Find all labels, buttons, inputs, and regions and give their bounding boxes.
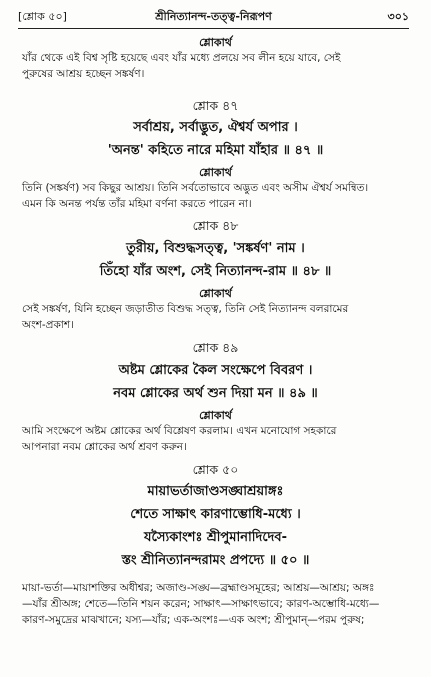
text-line: মায়া-ভর্তা—মায়াশক্তির অধীশ্বর; অজাণ্ড-সঙ্ঘ—ব্রহ্মাণ্ডসমূহের; আশ্রয়—আশ্রয়; অঙ্গঃ xyxy=(22,582,375,594)
verse-line: শেতে সাক্ষাৎ কারণাম্ভোধি-মধ্যে । xyxy=(130,507,301,522)
verse-line: স্তং শ্রীনিত্যানন্দরামং প্রপদ্যে ॥ ৫০ ॥ xyxy=(121,553,310,568)
text-line: সেই সঙ্কর্ষণ, যিনি হচ্ছেন জড়াতীত বিশুদ্ধ সত্ত্ব, তিনি সেই নিত্যানন্দ বলরামের xyxy=(22,303,349,315)
translation-text xyxy=(22,50,409,82)
translation-text xyxy=(22,180,409,212)
verse-line: অষ্টম শ্লোকের কৈল সংক্ষেপে বিবরণ । xyxy=(118,363,313,378)
verse-line: যস্যৈকাংশঃ শ্রীপুমানাদিদেব- xyxy=(143,530,287,545)
text-line: এমন কি অনন্ত পর্যন্ত তাঁর মহিমা বর্ণনা করতে পারেন না। xyxy=(22,198,252,210)
text-line: আমি সংক্ষেপে অষ্টম শ্লোকের অর্থ বিশ্লেষণ করলাম। এখন মনোযোগ সহকারে xyxy=(22,425,337,437)
verse-number-label: শ্লোক ৫০ xyxy=(192,462,239,477)
text-line: আপনারা নবম শ্লোকের অর্থ শ্রবণ করুন। xyxy=(22,441,187,453)
text-line: যাঁর থেকে এই বিশ্ব সৃষ্টি হয়েছে এবং যাঁর মধ্যে প্রলয়ে সব লীন হয়ে যাবে, সেই xyxy=(22,52,341,64)
verse-line: 'অনন্ত' কহিতে নারে মহিমা যাঁহার ॥ ৪৭ ॥ xyxy=(107,143,324,158)
text-line: পুরুষের আশ্রয় হচ্ছেন সঙ্কর্ষণ। xyxy=(22,68,145,80)
running-header xyxy=(18,6,409,26)
verse-line: নবম শ্লোকের অর্থ শুন দিয়া মন ॥ ৪৯ ॥ xyxy=(113,386,318,401)
text-line: অংশ-প্রকাশ। xyxy=(22,319,74,331)
page-number: ৩০১ xyxy=(387,10,409,23)
verse-line: তুরীয়, বিশুদ্ধসত্ত্ব, 'সঙ্কর্ষণ' নাম । xyxy=(126,241,305,256)
header-divider xyxy=(18,28,409,29)
translation-text xyxy=(22,423,409,455)
translation-heading: শ্লোকার্থ xyxy=(199,409,232,422)
verse-number-label: শ্লোক ৪৮ xyxy=(192,218,239,233)
text-line: তিনি (সঙ্কর্ষণ) সব কিছুর আশ্রয়। তিনি সর্বতোভাবে অদ্ভুত এবং অসীম ঐশ্বর্য সমন্বিত। xyxy=(22,182,369,194)
verse-number-label: শ্লোক ৪৭ xyxy=(192,98,239,113)
translation-heading: শ্লোকার্থ xyxy=(199,36,232,49)
header-verse-range: [শ্লোক ৫০] xyxy=(18,10,67,23)
translation-heading: শ্লোকার্থ xyxy=(199,166,232,179)
text-line: —যাঁর শ্রীঅঙ্গ; শেতে—তিনি শয়ন করেন; সাক্ষাৎ—সাক্ষাৎভাবে; কারণ-অম্ভোধি-মধ্যে— xyxy=(22,598,380,610)
verse-number-label: শ্লোক ৪৯ xyxy=(192,340,239,355)
translation-text xyxy=(22,301,409,333)
verse-line: মায়াভর্তাজাণ্ডসঙ্ঘাশ্রয়াঙ্গঃ xyxy=(147,484,284,499)
translation-heading: শ্লোকার্থ xyxy=(199,287,232,300)
synonyms-text xyxy=(22,580,409,628)
verse-line: সর্বাশ্রয়, সর্বাদ্ভুত, ঐশ্বর্য অপার । xyxy=(133,120,298,135)
verse-line: তিঁহো যাঁর অংশ, সেই নিত্যানন্দ-রাম ॥ ৪৮ ॥ xyxy=(99,264,332,279)
header-chapter-title: শ্রীনিত্যানন্দ-তত্ত্ব-নিরূপণ xyxy=(155,10,272,23)
text-line: কারণ-সমুদ্রের মাঝখানে; যস্য—যাঁর; এক-অংশঃ—এক অংশ; শ্রীপুমান্—পরম পুরুষ; xyxy=(22,614,365,626)
